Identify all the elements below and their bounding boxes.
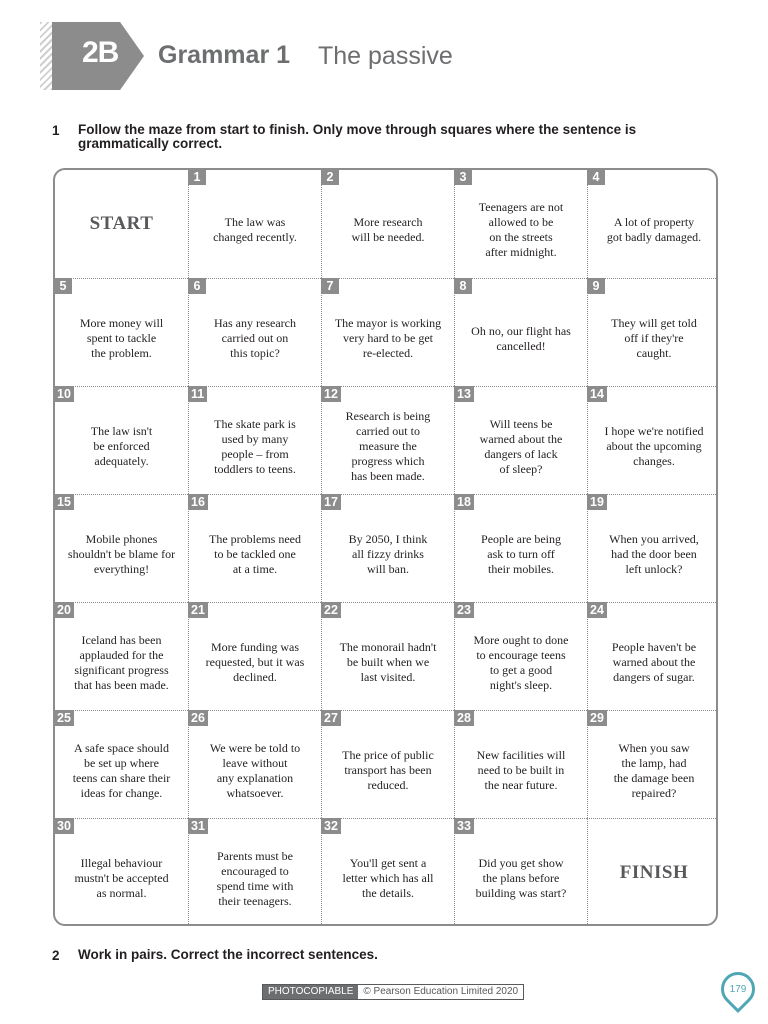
cell-sentence: When you saw the lamp, had the damage been repaired? — [613, 740, 695, 800]
maze-cell — [188, 386, 321, 494]
maze-cell — [321, 386, 454, 494]
cell-sentence: People are being ask to turn off their mobiles. — [481, 532, 561, 576]
maze-cell — [454, 386, 587, 494]
cell-number-badge: 8 — [454, 278, 472, 294]
maze-cell — [188, 710, 321, 818]
cell-sentence: More ought to done to encourage teens to get a good night's sleep. — [473, 632, 569, 692]
exercise-number: 2 — [52, 948, 60, 963]
cell-number-badge: 28 — [454, 710, 474, 726]
cell-number-badge: 11 — [188, 386, 207, 402]
cell-sentence: The price of public transport has been reduced. — [342, 748, 434, 792]
cell-number-badge: 19 — [587, 494, 607, 510]
cell-sentence: We were be told to leave without any explanation whatsoever. — [209, 740, 301, 800]
cell-number-badge: 20 — [54, 602, 74, 618]
cell-sentence: Research is being carried out to measure the progress which has been made. — [345, 409, 431, 483]
page-title: Grammar 1 — [158, 41, 291, 69]
exercise-number: 1 — [52, 123, 60, 138]
cell-sentence: They will get told off if they're caught. — [611, 316, 697, 360]
cell-number-badge: 23 — [454, 602, 474, 618]
cell-number-badge: 31 — [188, 818, 208, 834]
exercise-instruction: Work in pairs. Correct the incorrect sentences. — [78, 947, 378, 962]
cell-sentence: People haven't be warned about the dangers of sugar. — [611, 640, 697, 684]
maze-cell — [587, 602, 718, 710]
maze-cell — [587, 386, 718, 494]
maze-start-cell — [55, 170, 188, 278]
cell-sentence: Iceland has been applauded for the significant progress that has been made. — [74, 632, 169, 692]
maze-cell — [587, 170, 718, 278]
copyright-footer — [262, 984, 524, 1000]
maze-cell — [587, 278, 718, 386]
cell-number-badge: 12 — [321, 386, 341, 402]
cell-sentence: The skate park is used by many people – from toddlers to teens. — [214, 416, 296, 476]
cell-number-badge: 3 — [454, 169, 472, 185]
cell-sentence: More research will be needed. — [351, 215, 425, 244]
cell-number-badge: 22 — [321, 602, 341, 618]
cell-sentence: I hope we're notified about the upcoming changes. — [604, 424, 704, 468]
cell-number-badge: 17 — [321, 494, 341, 510]
cell-number-badge: 13 — [454, 386, 474, 402]
cell-sentence: A safe space should be set up where teens can share their ideas for change. — [72, 740, 171, 800]
cell-number-badge: 27 — [321, 710, 341, 726]
cell-number-badge: 21 — [188, 602, 208, 618]
cell-number-badge: 32 — [321, 818, 341, 834]
cell-number-badge: 26 — [188, 710, 208, 726]
cell-number-badge: 30 — [54, 818, 74, 834]
maze-cell — [55, 710, 188, 818]
photocopiable-tag: PHOTOCOPIABLE — [263, 985, 358, 999]
cell-number-badge: 33 — [454, 818, 474, 834]
cell-number-badge: 15 — [54, 494, 74, 510]
cell-sentence: A lot of property got badly damaged. — [606, 215, 702, 244]
maze-cell — [188, 494, 321, 602]
exercise-2 — [52, 948, 692, 964]
maze-cell — [321, 710, 454, 818]
cell-sentence: More funding was requested, but it was declined. — [205, 640, 305, 684]
cell-sentence: Mobile phones shouldn't be blame for everything! — [67, 532, 176, 576]
maze-cell — [454, 494, 587, 602]
cell-sentence: The law isn't be enforced adequately. — [90, 424, 153, 468]
maze-cell — [454, 710, 587, 818]
page-number: 179 — [729, 984, 747, 995]
maze-cell — [321, 278, 454, 386]
cell-number-badge: 5 — [54, 278, 72, 294]
cell-sentence: Teenagers are not allowed to be on the streets after midnight. — [478, 200, 564, 259]
cell-sentence: The monorail hadn't be built when we last visited. — [339, 640, 437, 684]
maze-cell — [454, 602, 587, 710]
cell-number-badge: 18 — [454, 494, 474, 510]
finish-label: FINISH — [619, 861, 689, 883]
maze-cell — [454, 170, 587, 278]
cell-sentence: Oh no, our flight has cancelled! — [471, 323, 571, 353]
maze-cell — [55, 818, 188, 926]
cell-sentence: The problems need to be tackled one at a time. — [209, 532, 301, 576]
cell-sentence: Did you get show the plans before building was start? — [475, 856, 567, 900]
unit-code: 2B — [82, 36, 119, 69]
start-label: START — [89, 213, 154, 234]
maze-cell — [188, 170, 321, 278]
maze-cell — [55, 494, 188, 602]
cell-sentence: When you arrived, had the door been left unlock? — [609, 532, 699, 576]
copyright-text: © Pearson Education Limited 2020 — [363, 986, 519, 997]
cell-sentence: By 2050, I think all fizzy drinks will ban. — [348, 532, 428, 576]
exercise-1 — [52, 123, 692, 155]
cell-number-badge: 14 — [587, 386, 607, 402]
cell-sentence: Illegal behaviour mustn't be accepted as normal. — [74, 856, 169, 900]
cell-number-badge: 7 — [321, 278, 339, 294]
cell-sentence: More money will spent to tackle the problem. — [79, 316, 164, 360]
maze-grid — [53, 168, 718, 926]
cell-number-badge: 6 — [188, 278, 206, 294]
cell-sentence: New facilities will need to be built in the near future. — [476, 748, 566, 792]
cell-number-badge: 1 — [188, 169, 206, 185]
cell-sentence: Will teens be warned about the dangers of lack of sleep? — [479, 416, 563, 476]
maze-cell — [454, 818, 587, 926]
cell-number-badge: 29 — [587, 710, 607, 726]
maze-cell — [188, 278, 321, 386]
cell-sentence: Has any research carried out on this topic? — [214, 316, 296, 360]
cell-number-badge: 24 — [587, 602, 607, 618]
maze-cell — [188, 818, 321, 926]
cell-number-badge: 4 — [587, 169, 605, 185]
cell-sentence: You'll get sent a letter which has all the details. — [342, 856, 434, 900]
maze-cell — [587, 494, 718, 602]
maze-cell — [55, 278, 188, 386]
maze-cell — [454, 278, 587, 386]
cell-sentence: The mayor is working very hard to be get re-elected. — [334, 316, 442, 360]
maze-finish-cell — [587, 818, 718, 926]
maze-cell — [55, 386, 188, 494]
maze-cell — [321, 602, 454, 710]
maze-cell — [188, 602, 321, 710]
cell-number-badge: 10 — [54, 386, 74, 402]
cell-sentence: Parents must be encouraged to spend time with their teenagers. — [216, 848, 294, 908]
page-subtitle: The passive — [318, 42, 453, 70]
cell-number-badge: 16 — [188, 494, 208, 510]
cell-number-badge: 2 — [321, 169, 339, 185]
maze-cell — [55, 602, 188, 710]
cell-number-badge: 25 — [54, 710, 74, 726]
maze-cell — [321, 494, 454, 602]
exercise-instruction: Follow the maze from start to finish. Only move through squares where the sentence is grammatically correct. — [78, 122, 637, 151]
maze-cell — [587, 710, 718, 818]
maze-cell — [321, 170, 454, 278]
maze-cell — [321, 818, 454, 926]
cell-number-badge: 9 — [587, 278, 605, 294]
cell-sentence: The law was changed recently. — [213, 215, 297, 244]
